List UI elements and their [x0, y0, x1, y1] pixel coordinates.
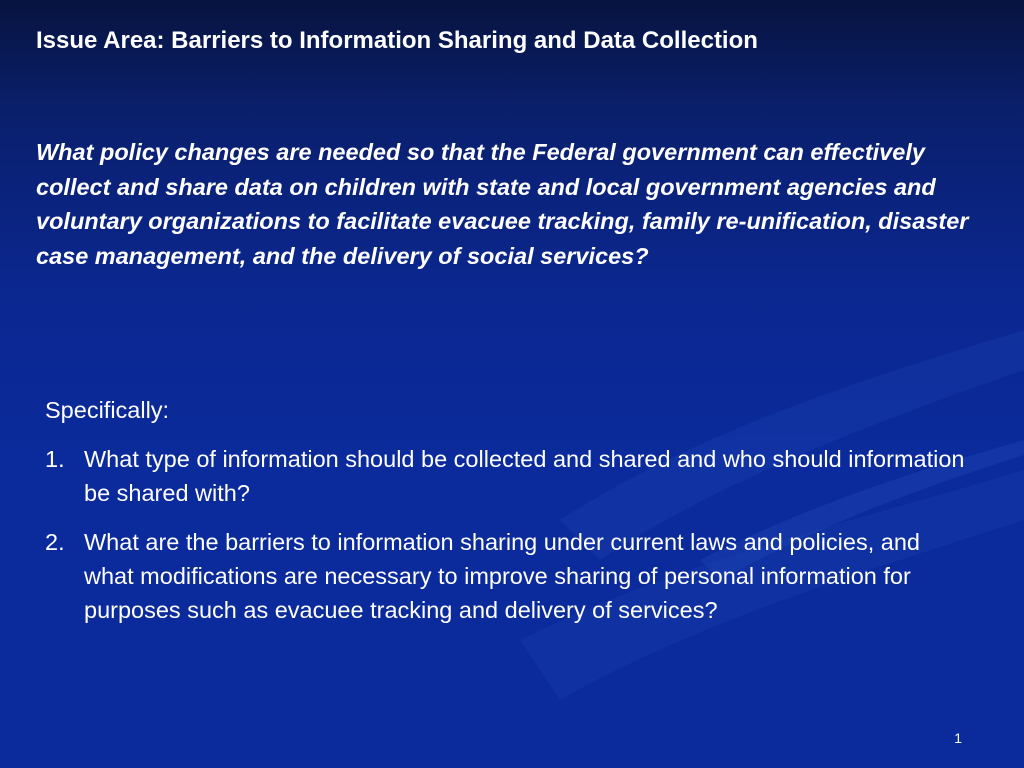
slide-body	[45, 393, 975, 642]
page-number: 1	[954, 730, 962, 746]
list-item-text: What type of information should be collected and shared and who should information be shared with?	[84, 446, 965, 506]
list-item-text: What are the barriers to information sharing under current laws and policies, and what modifications are necessary to improve sharing of personal information for purposes such as evacuee tracking and delivery of services?	[84, 529, 920, 623]
policy-question: What policy changes are needed so that the Federal government can effectively collect and share data on children with state and local government agencies and voluntary organizations to facilitate evacuee tracking, family re-unification, disaster case management, and the delivery of social services?	[36, 139, 969, 269]
numbered-list	[45, 442, 975, 627]
list-item	[45, 525, 975, 627]
slide-title: Issue Area: Barriers to Information Sharing and Data Collection	[36, 27, 758, 54]
list-item	[45, 442, 975, 510]
specifically-label: Specifically:	[45, 397, 170, 423]
list-item-number: 2.	[45, 529, 65, 555]
list-item-number: 1.	[45, 446, 65, 472]
